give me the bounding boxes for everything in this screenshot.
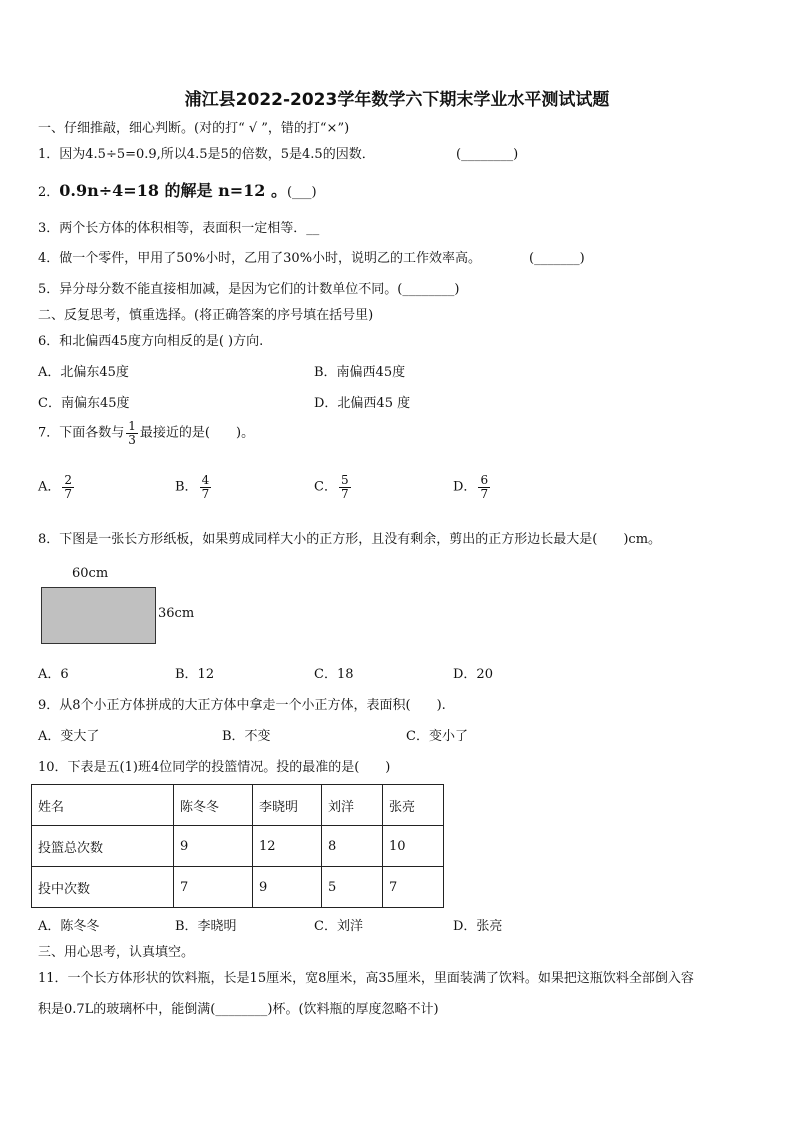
question-6-option-a[interactable]: A．北偏东45度 xyxy=(38,365,129,380)
option-label: A． xyxy=(38,479,61,495)
question-6: 6．和北偏西45度方向相反的是( )方向. xyxy=(38,334,264,349)
question-10-option-b[interactable]: B．李晓明 xyxy=(175,919,237,934)
table-cell: 8 xyxy=(322,826,383,867)
basketball-shots-table xyxy=(31,784,444,908)
question-11-line-1: 11．一个长方体形状的饮料瓶，长是15厘米，宽8厘米，高35厘米，里面装满了饮料。如果把这瓶饮料全部倒入容 xyxy=(38,971,694,986)
table-cell: 9 xyxy=(174,826,253,867)
question-7-prefix: 7．下面各数与 xyxy=(38,425,125,441)
table-cell: 7 xyxy=(174,867,253,908)
question-10-option-d[interactable]: D．张亮 xyxy=(453,919,503,934)
table-row xyxy=(32,785,444,826)
fraction-denominator: 7 xyxy=(340,486,349,501)
table-cell: 9 xyxy=(253,867,322,908)
option-fraction xyxy=(200,474,212,500)
question-11-line-2: 积是0.7L的玻璃杯中，能倒满(________)杯。(饮料瓶的厚度忽略不计) xyxy=(38,1002,439,1017)
question-7 xyxy=(38,420,254,446)
question-6-option-b[interactable]: B．南偏西45度 xyxy=(314,365,406,380)
table-cell: 12 xyxy=(253,826,322,867)
question-2-expression: 0.9n÷4=18 的解是 n=12 。 xyxy=(59,181,287,200)
table-cell: 投中次数 xyxy=(32,867,174,908)
question-7-option-c[interactable] xyxy=(314,474,353,500)
question-8-option-a[interactable]: A．6 xyxy=(38,667,69,682)
table-cell: 5 xyxy=(322,867,383,908)
question-9-option-c[interactable]: C．变小了 xyxy=(406,729,468,744)
table-cell: 投篮总次数 xyxy=(32,826,174,867)
cardboard-rectangle xyxy=(41,587,156,644)
table-row xyxy=(32,867,444,908)
option-label: B． xyxy=(175,479,198,495)
question-9-option-b[interactable]: B．不变 xyxy=(222,729,271,744)
table-cell: 刘洋 xyxy=(322,785,383,826)
question-1-text: 1．因为4.5÷5=0.9,所以4.5是5的倍数，5是4.5的因数． xyxy=(38,147,375,162)
table-cell: 李晓明 xyxy=(253,785,322,826)
question-8-option-b[interactable]: B．12 xyxy=(175,667,215,682)
question-10-option-a[interactable]: A．陈冬冬 xyxy=(38,919,100,934)
section-heading-3: 三、用心思考，认真填空。 xyxy=(38,945,195,960)
table-cell: 陈冬冬 xyxy=(174,785,253,826)
question-8-option-d[interactable]: D．20 xyxy=(453,667,493,682)
option-fraction xyxy=(339,474,351,500)
fraction-numerator: 4 xyxy=(201,473,210,487)
fraction-denominator: 7 xyxy=(201,486,210,501)
fraction-numerator: 2 xyxy=(64,473,73,487)
fraction-numerator: 1 xyxy=(128,419,136,433)
table-row xyxy=(32,826,444,867)
section-heading-1: 一、仔细推敲，细心判断。(对的打“ √ ”，错的打“×”) xyxy=(38,121,350,136)
fraction-numerator: 6 xyxy=(480,473,489,487)
question-6-option-c[interactable]: C．南偏东45度 xyxy=(38,396,130,411)
rectangle-width-label: 60cm xyxy=(72,566,109,581)
table-cell: 姓名 xyxy=(32,785,174,826)
option-label: C． xyxy=(314,479,337,495)
question-8: 8．下图是一张长方形纸板，如果剪成同样大小的正方形，且没有剩余，剪出的正方形边长最大是( )cm。 xyxy=(38,532,662,547)
question-2-number: 2． xyxy=(38,185,60,200)
table-cell: 7 xyxy=(383,867,444,908)
question-4-blank[interactable]: (_______) xyxy=(529,251,585,266)
question-8-option-c[interactable]: C．18 xyxy=(314,667,354,682)
question-7-option-a[interactable] xyxy=(38,474,76,500)
question-1-blank[interactable]: (________) xyxy=(456,147,519,162)
question-7-fraction xyxy=(126,420,138,446)
section-heading-2: 二、反复思考，慎重选择。(将正确答案的序号填在括号里) xyxy=(38,308,374,323)
question-6-option-d[interactable]: D．北偏西45 度 xyxy=(314,396,411,411)
table-cell: 张亮 xyxy=(383,785,444,826)
page-title: 浦江县2022-2023学年数学六下期末学业水平测试试题 xyxy=(184,90,610,110)
question-10-option-c[interactable]: C．刘洋 xyxy=(314,919,363,934)
question-7-suffix: 最接近的是( )。 xyxy=(139,425,255,441)
rectangle-height-label: 36cm xyxy=(158,606,195,621)
question-10: 10．下表是五(1)班4位同学的投篮情况。投的最准的是( ) xyxy=(38,760,391,775)
fraction-denominator: 7 xyxy=(480,486,489,501)
fraction-numerator: 5 xyxy=(340,473,349,487)
option-fraction xyxy=(478,474,490,500)
fraction-denominator: 3 xyxy=(128,432,136,447)
question-3: 3．两个长方体的体积相等，表面积一定相等．__ xyxy=(38,221,320,236)
question-9-option-a[interactable]: A．变大了 xyxy=(38,729,100,744)
option-label: D． xyxy=(453,479,477,495)
question-7-option-b[interactable] xyxy=(175,474,213,500)
question-2 xyxy=(38,181,317,201)
question-7-option-d[interactable] xyxy=(453,474,492,500)
fraction-denominator: 7 xyxy=(64,486,73,501)
table-cell: 10 xyxy=(383,826,444,867)
question-9: 9．从8个小正方体拼成的大正方体中拿走一个小正方体，表面积( ). xyxy=(38,698,446,713)
question-5: 5．异分母分数不能直接相加减，是因为它们的计数单位不同。(________) xyxy=(38,282,460,297)
question-2-blank[interactable]: (___) xyxy=(286,185,317,200)
option-fraction xyxy=(62,474,74,500)
question-4-text: 4．做一个零件，甲用了50%小时，乙用了30%小时，说明乙的工作效率高。 xyxy=(38,251,482,266)
